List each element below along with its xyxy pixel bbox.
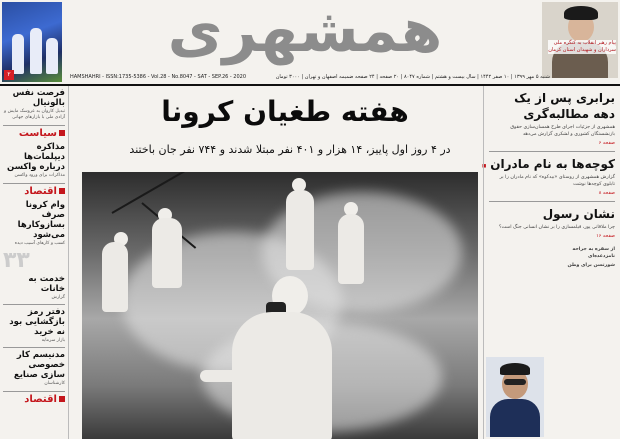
lc-story-title[interactable]: خدمت به خانات: [28, 274, 65, 294]
rc-story-text: چرا ملاقاتی پور، فیلمسازی را بر نشان انسانی جنگ است؟: [498, 225, 615, 230]
lc-story-text: کسب و کارهای آسیب دیده: [14, 241, 65, 246]
turban-shape: [564, 6, 598, 20]
rc-story-title[interactable]: نشان رسول: [542, 207, 615, 221]
lc-story-title[interactable]: وام کرونا صرف بسازوکارها می‌شود: [17, 200, 65, 240]
lc-story-title[interactable]: مذاکره دیپلمات‌ها درباره واکسن: [7, 142, 65, 172]
lc-category: اقتصاد: [3, 183, 65, 198]
branch-shape: [112, 172, 191, 214]
player-figure: [30, 28, 42, 74]
rc-story-text: همشهری از جزئیات اجرای طرح همسان‌سازی حقوق بازنشستگان کشوری و لشکری گزارش می‌دهد: [510, 125, 615, 137]
glasses-shape: [504, 379, 526, 385]
rc-story-text: از سفره به جراحه نامزدعده‌ای: [572, 247, 615, 259]
left-column: [0, 86, 69, 439]
main-headline[interactable]: هفته طغیان کرونا: [161, 95, 409, 128]
lc-story-title[interactable]: فرصت نفس بالونیال: [12, 88, 65, 108]
right-column: [483, 86, 620, 439]
masthead-logo: همشهری: [167, 0, 443, 66]
category-tag-icon: [59, 188, 65, 194]
lc-story-text: گزارش: [51, 295, 65, 300]
rc-story-title[interactable]: برابری پس از یک دهه مطالبه‌گری: [514, 91, 615, 121]
info-persian: شنبه ۵ مهر ۱۳۹۹ | ۱۰ صفر ۱۴۴۲ | سال بیست و هشتم | شماره ۸۰۴۷ | ۲۰ صفحه | ۲۴ صفحه ضمیمه اصفهان و تهران | ۳۰۰۰ تومان: [275, 74, 550, 80]
worker-figure: [286, 190, 314, 270]
info-english: HAMSHAHRI - ISSN:1735-5386 - Vol.28 - No.8047 - SAT - SEP.26 - 2020: [70, 74, 247, 80]
rc-divider: [489, 151, 615, 152]
category-tag-icon: [59, 396, 65, 402]
rc-divider: [489, 201, 615, 202]
main-photo: [82, 172, 478, 439]
rc-story-more[interactable]: صفحه ۱۶: [596, 234, 615, 239]
worker-figure: [152, 218, 182, 288]
lc-category: سیاست: [3, 125, 65, 140]
worker-arm: [200, 370, 240, 382]
masthead-info-bar: [70, 70, 550, 84]
rc-story-text: گزارش همشهری از روستای «بیدکوه» که نام مادران را بر تابلوی کوچه‌ها نوشت: [499, 175, 615, 187]
worker-figure: [102, 242, 128, 312]
body-shape: [490, 399, 540, 437]
page-badge: ۲: [4, 70, 14, 80]
side-note: ■: [482, 164, 487, 169]
lc-story-text: بازار سرمایه: [41, 338, 65, 343]
worker-figure: [338, 214, 364, 284]
lc-story-text: تبدیل کاروان به عروسک مایش و آزادی ملی با بازارهای جهانی: [4, 109, 65, 120]
leader-caption: پیام رهبر انقلاب به کنگره ملی سرداران و شهیدان استان کرمان: [548, 40, 616, 53]
cap-shape: [500, 363, 530, 375]
lc-category: اقتصاد: [3, 391, 65, 406]
lc-story-title[interactable]: مدنیسم کار خصوصی سازی صنایع: [3, 347, 65, 380]
lc-big-number: ۳۳: [3, 248, 30, 273]
rc-story-title[interactable]: کوچه‌ها به نام مادران: [490, 157, 615, 171]
lc-story-title[interactable]: دفتر رمز بازگشایی بود نه خرید: [3, 304, 65, 337]
player-figure: [46, 38, 58, 74]
category-tag-icon: [59, 130, 65, 136]
worker-figure: [232, 312, 332, 439]
rc-story-text: شورتسن برای وطن: [567, 263, 615, 268]
player-figure: [12, 34, 24, 74]
lc-story-text: کارشناسان: [44, 381, 65, 386]
director-photo: [486, 357, 544, 437]
rc-story-more[interactable]: صفحه ۶: [598, 141, 615, 146]
lc-story-text: مذاکرات برای ورود واکسن: [14, 173, 65, 178]
rc-story-more[interactable]: صفحه ۸: [598, 191, 615, 196]
main-subhead: در ۴ روز اول پاییز، ۱۴ هزار و ۴۰۱ نفر مبتلا شدند و ۷۴۴ نفر جان باختند: [129, 143, 451, 156]
